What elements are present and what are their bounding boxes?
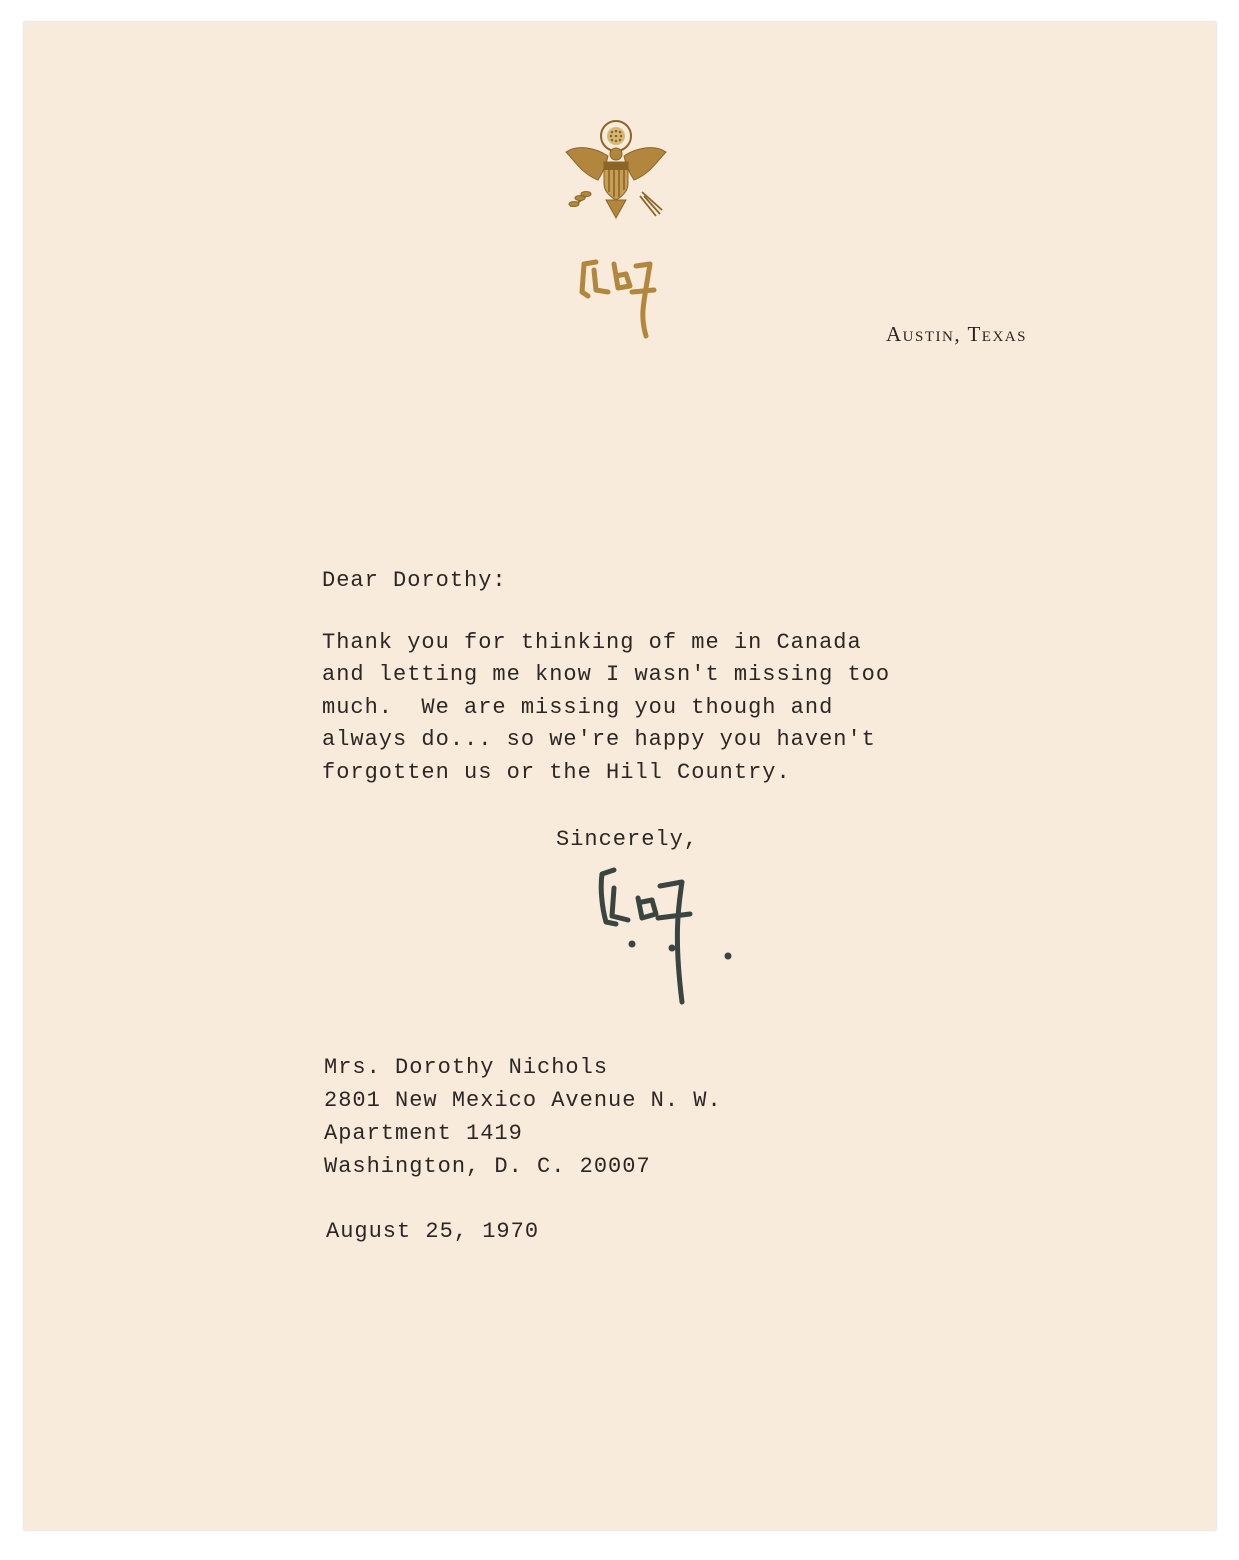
- closing: Sincerely,: [556, 827, 699, 852]
- recipient-city: Washington, D. C. 20007: [324, 1154, 651, 1179]
- salutation: Dear Dorothy:: [322, 568, 507, 593]
- signature: [594, 858, 744, 1008]
- body-line: forgotten us or the Hill Country.: [322, 760, 791, 785]
- body-line: always do... so we're happy you haven't: [322, 727, 876, 752]
- body-line: Thank you for thinking of me in Canada: [322, 630, 862, 655]
- body-line: much. We are missing you though and: [322, 695, 834, 720]
- letterhead-city: Austin, Texas: [886, 322, 1027, 346]
- presidential-seal-icon: [556, 118, 676, 228]
- recipient-street: 2801 New Mexico Avenue N. W.: [324, 1088, 722, 1113]
- recipient-name: Mrs. Dorothy Nichols: [324, 1055, 609, 1080]
- recipient-apartment: Apartment 1419: [324, 1121, 523, 1146]
- lbj-monogram-icon: [574, 252, 666, 342]
- letter-date: August 25, 1970: [326, 1219, 540, 1244]
- body-line: and letting me know I wasn't missing too: [322, 662, 891, 687]
